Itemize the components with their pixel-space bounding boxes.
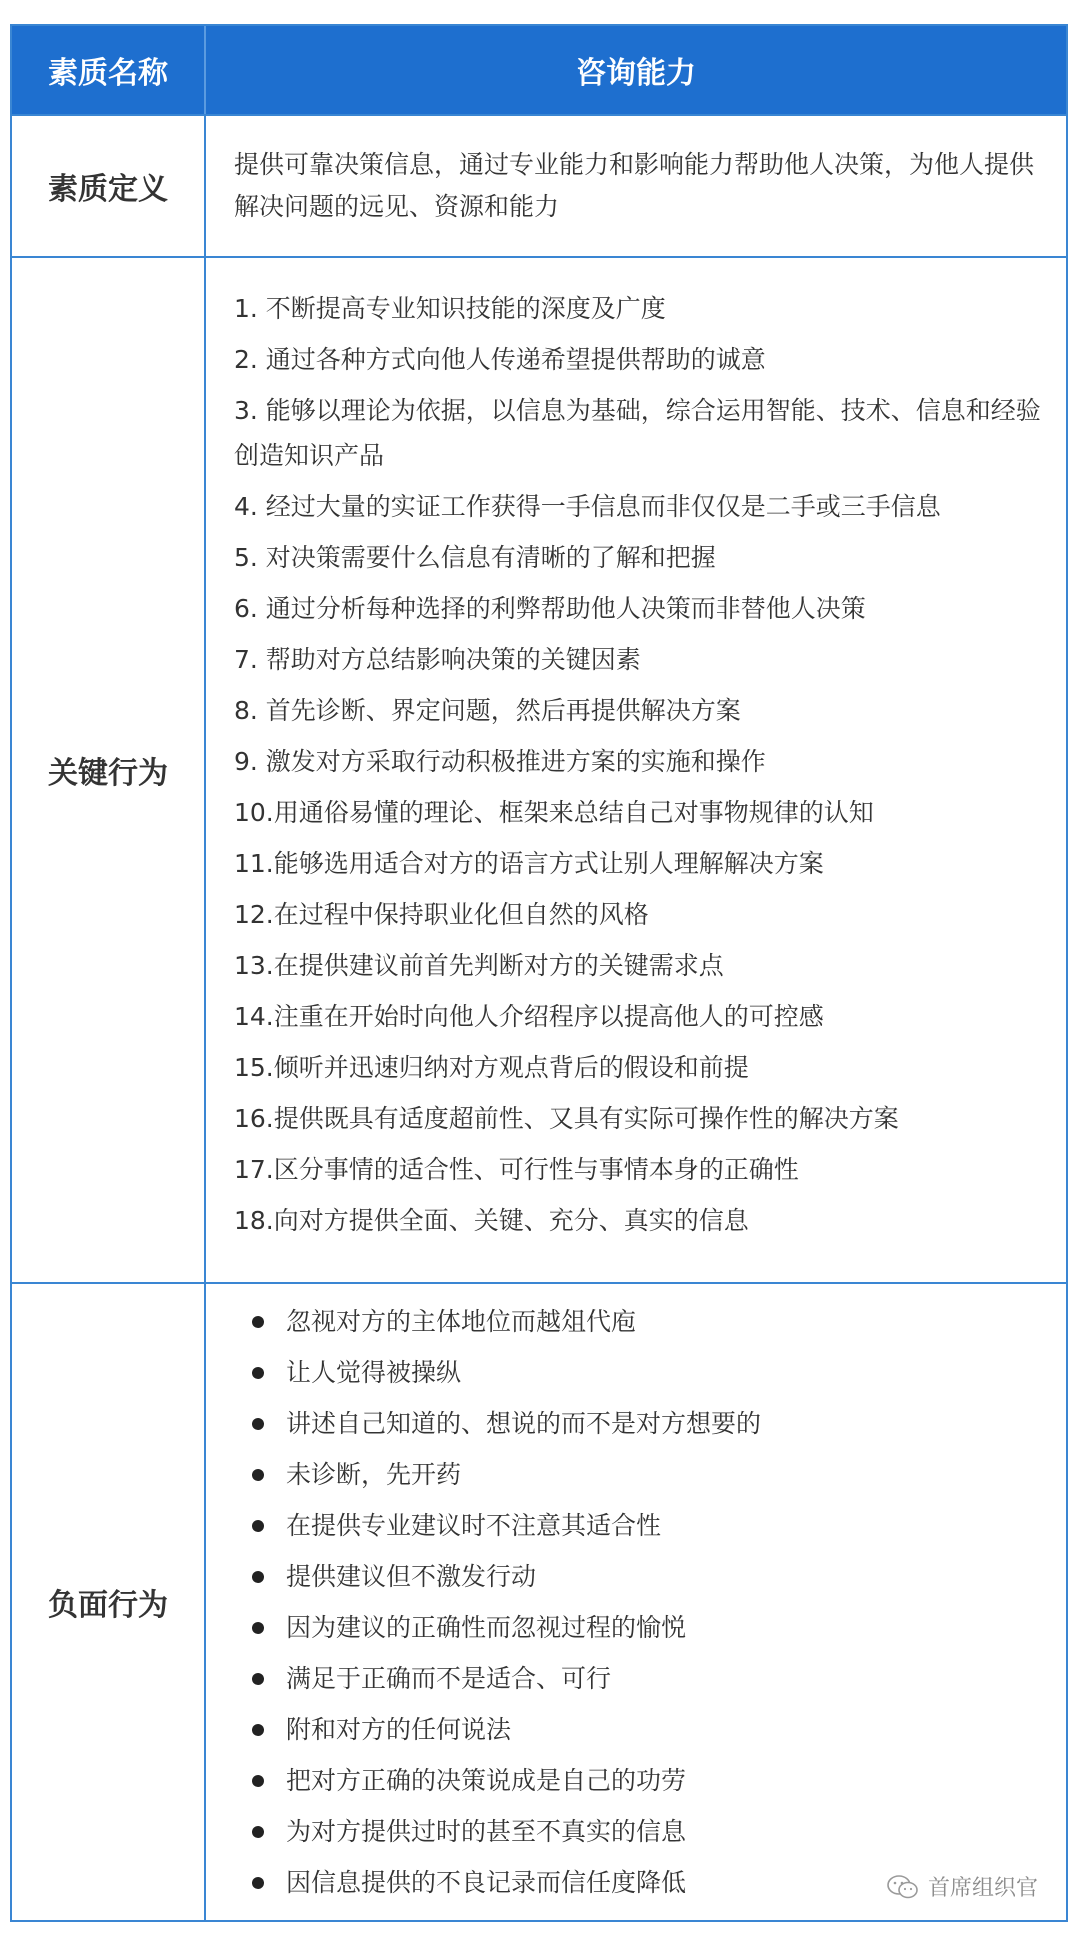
key-behavior-item: 9. 激发对方采取行动积极推进方案的实施和操作: [234, 747, 766, 776]
key-behavior-item: 12.在过程中保持职业化但自然的风格: [234, 900, 649, 929]
definition-label: 素质定义: [48, 172, 168, 207]
key-behavior-item: 16.提供既具有适度超前性、又具有实际可操作性的解决方案: [234, 1104, 899, 1133]
competency-title: 咨询能力: [576, 56, 696, 91]
table-header-row: [12, 26, 1066, 114]
key-behavior-item: 10.用通俗易懂的理论、框架来总结自己对事物规律的认知: [234, 798, 874, 827]
negative-behavior-item: [248, 1812, 1042, 1852]
negative-behavior-item: [248, 1608, 1042, 1648]
negative-behaviors-list: [248, 1302, 1042, 1914]
bullet-icon: [252, 1418, 264, 1430]
key-behaviors-list: [234, 286, 1042, 1249]
column-divider: [204, 116, 206, 256]
definition-row: [12, 114, 1066, 256]
negative-behavior-text: 为对方提供过时的甚至不真实的信息: [286, 1817, 687, 1846]
negative-behavior-text: 因为建议的正确性而忽视过程的愉悦: [286, 1613, 687, 1642]
negative-behaviors-row: [12, 1282, 1066, 1920]
key-behavior-item: 18.向对方提供全面、关键、充分、真实的信息: [234, 1206, 749, 1235]
bullet-icon: [252, 1520, 264, 1532]
bullet-icon: [252, 1826, 264, 1838]
key-behavior-item: 5. 对决策需要什么信息有清晰的了解和把握: [234, 543, 716, 572]
bullet-icon: [252, 1316, 264, 1328]
negative-behavior-item: [248, 1302, 1042, 1342]
bullet-icon: [252, 1622, 264, 1634]
negative-behavior-text: 因信息提供的不良记录而信任度降低: [286, 1868, 687, 1897]
wechat-icon: [886, 1874, 920, 1900]
negative-behavior-text: 满足于正确而不是适合、可行: [286, 1664, 612, 1693]
key-behaviors-label: 关键行为: [48, 756, 168, 791]
key-behavior-item: 15.倾听并迅速归纳对方观点背后的假设和前提: [234, 1053, 749, 1082]
negative-behavior-text: 把对方正确的决策说成是自己的功劳: [286, 1766, 687, 1795]
negative-behavior-text: 未诊断，先开药: [286, 1460, 462, 1489]
negative-behavior-item: [248, 1506, 1042, 1546]
key-behavior-item: 6. 通过分析每种选择的利弊帮助他人决策而非替他人决策: [234, 594, 866, 623]
bullet-icon: [252, 1367, 264, 1379]
bullet-icon: [252, 1877, 264, 1889]
key-behavior-item: 1. 不断提高专业知识技能的深度及广度: [234, 294, 666, 323]
key-behavior-item: 11.能够选用适合对方的语言方式让别人理解解决方案: [234, 849, 824, 878]
key-behavior-item: 17.区分事情的适合性、可行性与事情本身的正确性: [234, 1155, 799, 1184]
negative-behavior-item: [248, 1761, 1042, 1801]
negative-behavior-text: 让人觉得被操纵: [286, 1358, 462, 1387]
negative-behavior-item: [248, 1659, 1042, 1699]
watermark-text: 首席组织官: [927, 1876, 1038, 1901]
key-behavior-item: 4. 经过大量的实证工作获得一手信息而非仅仅是二手或三手信息: [234, 492, 941, 521]
key-behaviors-row: [12, 256, 1066, 1282]
negative-behavior-item: [248, 1353, 1042, 1393]
negative-behavior-text: 提供建议但不激发行动: [286, 1562, 537, 1591]
key-behavior-item: 8. 首先诊断、界定问题，然后再提供解决方案: [234, 696, 741, 725]
negative-behavior-item: [248, 1455, 1042, 1495]
negative-behavior-item: [248, 1557, 1042, 1597]
negative-behavior-text: 讲述自己知道的、想说的而不是对方想要的: [286, 1409, 762, 1438]
negative-behavior-text: 忽视对方的主体地位而越俎代庖: [286, 1307, 637, 1336]
key-behavior-item: 2. 通过各种方式向他人传递希望提供帮助的诚意: [234, 345, 766, 374]
key-behavior-item: 7. 帮助对方总结影响决策的关键因素: [234, 645, 641, 674]
bullet-icon: [252, 1571, 264, 1583]
column-divider: [204, 1284, 206, 1920]
negative-behavior-text: 附和对方的任何说法: [286, 1715, 512, 1744]
column-divider: [204, 258, 206, 1282]
bullet-icon: [252, 1775, 264, 1787]
header-label: 素质名称: [48, 56, 168, 91]
key-behavior-item: 13.在提供建议前首先判断对方的关键需求点: [234, 951, 724, 980]
key-behavior-item: 14.注重在开始时向他人介绍程序以提高他人的可控感: [234, 1002, 824, 1031]
negative-behavior-text: 在提供专业建议时不注意其适合性: [286, 1511, 662, 1540]
bullet-icon: [252, 1724, 264, 1736]
key-behavior-item: 3. 能够以理论为依据，以信息为基础，综合运用智能、技术、信息和经验创造知识产品: [234, 396, 1041, 470]
bullet-icon: [252, 1673, 264, 1685]
watermark: [886, 1871, 1038, 1902]
bullet-icon: [252, 1469, 264, 1481]
negative-behaviors-label: 负面行为: [48, 1588, 168, 1623]
definition-text: 提供可靠决策信息，通过专业能力和影响能力帮助他人决策，为他人提供解决问题的远见、资源和能力: [234, 150, 1035, 221]
competency-table: [10, 24, 1068, 1922]
negative-behavior-item: [248, 1710, 1042, 1750]
negative-behavior-item: [248, 1404, 1042, 1444]
